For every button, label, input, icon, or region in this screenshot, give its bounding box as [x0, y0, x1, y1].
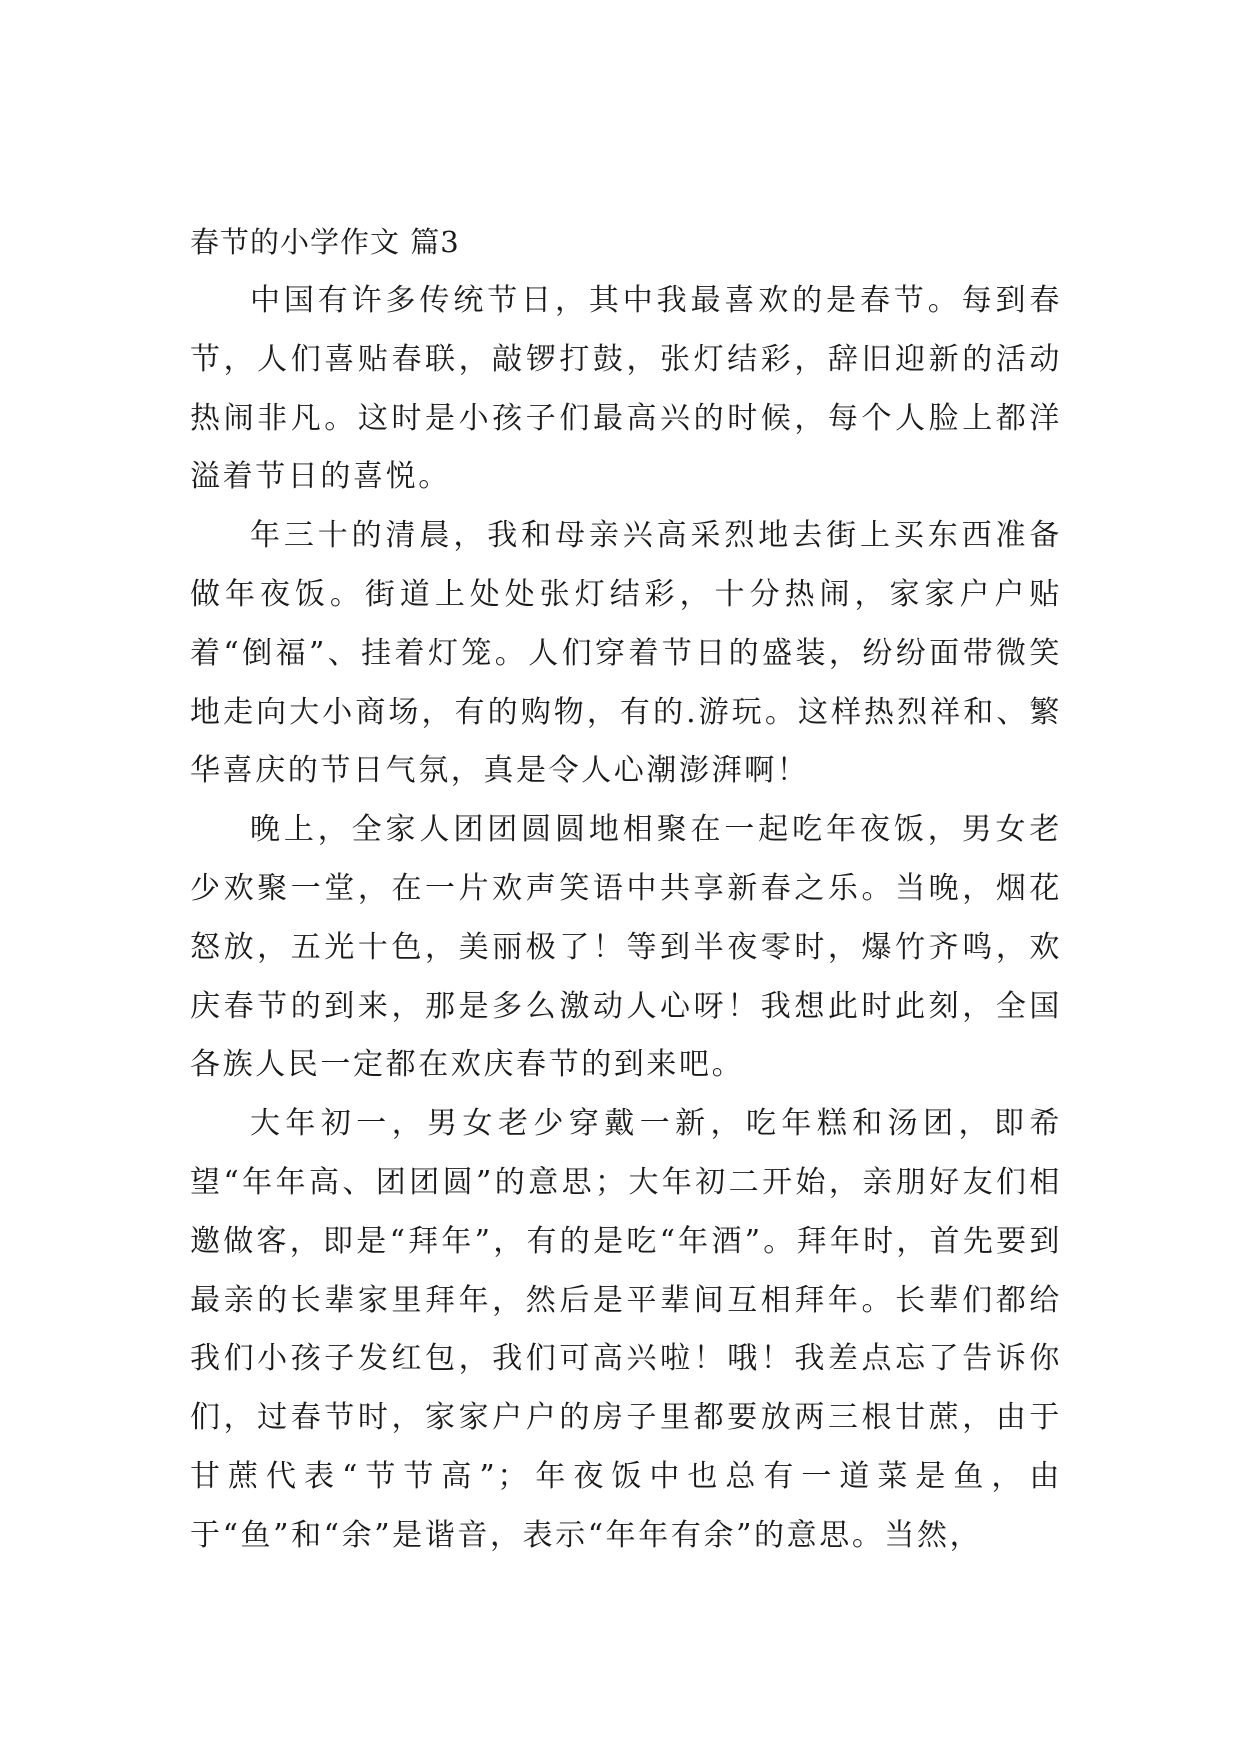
document-title: 春节的小学作文 篇3: [190, 225, 460, 259]
paragraph-1: 中国有许多传统节日，其中我最喜欢的是春节。每到春节，人们喜贴春联，敲锣打鼓，张灯结彩，辞旧迎新的活动热闹非凡。这时是小孩子们最高兴的时候，每个人脸上都洋溢着节日的喜悦。: [190, 283, 1062, 495]
paragraph-2: 年三十的清晨，我和母亲兴高采烈地去街上买东西准备做年夜饭。街道上处处张灯结彩，十分热闹，家家户户贴着“倒福”、挂着灯笼。人们穿着节日的盛装，纷纷面带微笑地走向大小商场，有的购物，有的.游玩。这样热烈祥和、繁华喜庆的节日气氛，真是令人心潮澎湃啊！: [190, 518, 1062, 789]
document-body: [190, 222, 1062, 1566]
paragraph-4: 大年初一，男女老少穿戴一新，吃年糕和汤团，即希望“年年高、团团圆”的意思；大年初二开始，亲朋好友们相邀做客，即是“拜年”，有的是吃“年酒”。拜年时，首先要到最亲的长辈家里拜年，然后是平辈间互相拜年。长辈们都给我们小孩子发红包，我们可高兴啦！哦！我差点忘了告诉你们，过春节时，家家户户的房子里都要放两三根甘蔗，由于甘蔗代表“节节高”；年夜饭中也总有一道菜是鱼，由于“鱼”和“余”是谐音，表示“年年有余”的意思。当然，: [190, 1106, 1062, 1553]
paragraph-3: 晚上，全家人团团圆圆地相聚在一起吃年夜饭，男女老少欢聚一堂，在一片欢声笑语中共享新春之乐。当晚，烟花怒放，五光十色，美丽极了！等到半夜零时，爆竹齐鸣，欢庆春节的到来，那是多么激动人心呀！我想此时此刻，全国各族人民一定都在欢庆春节的到来吧。: [190, 812, 1062, 1083]
